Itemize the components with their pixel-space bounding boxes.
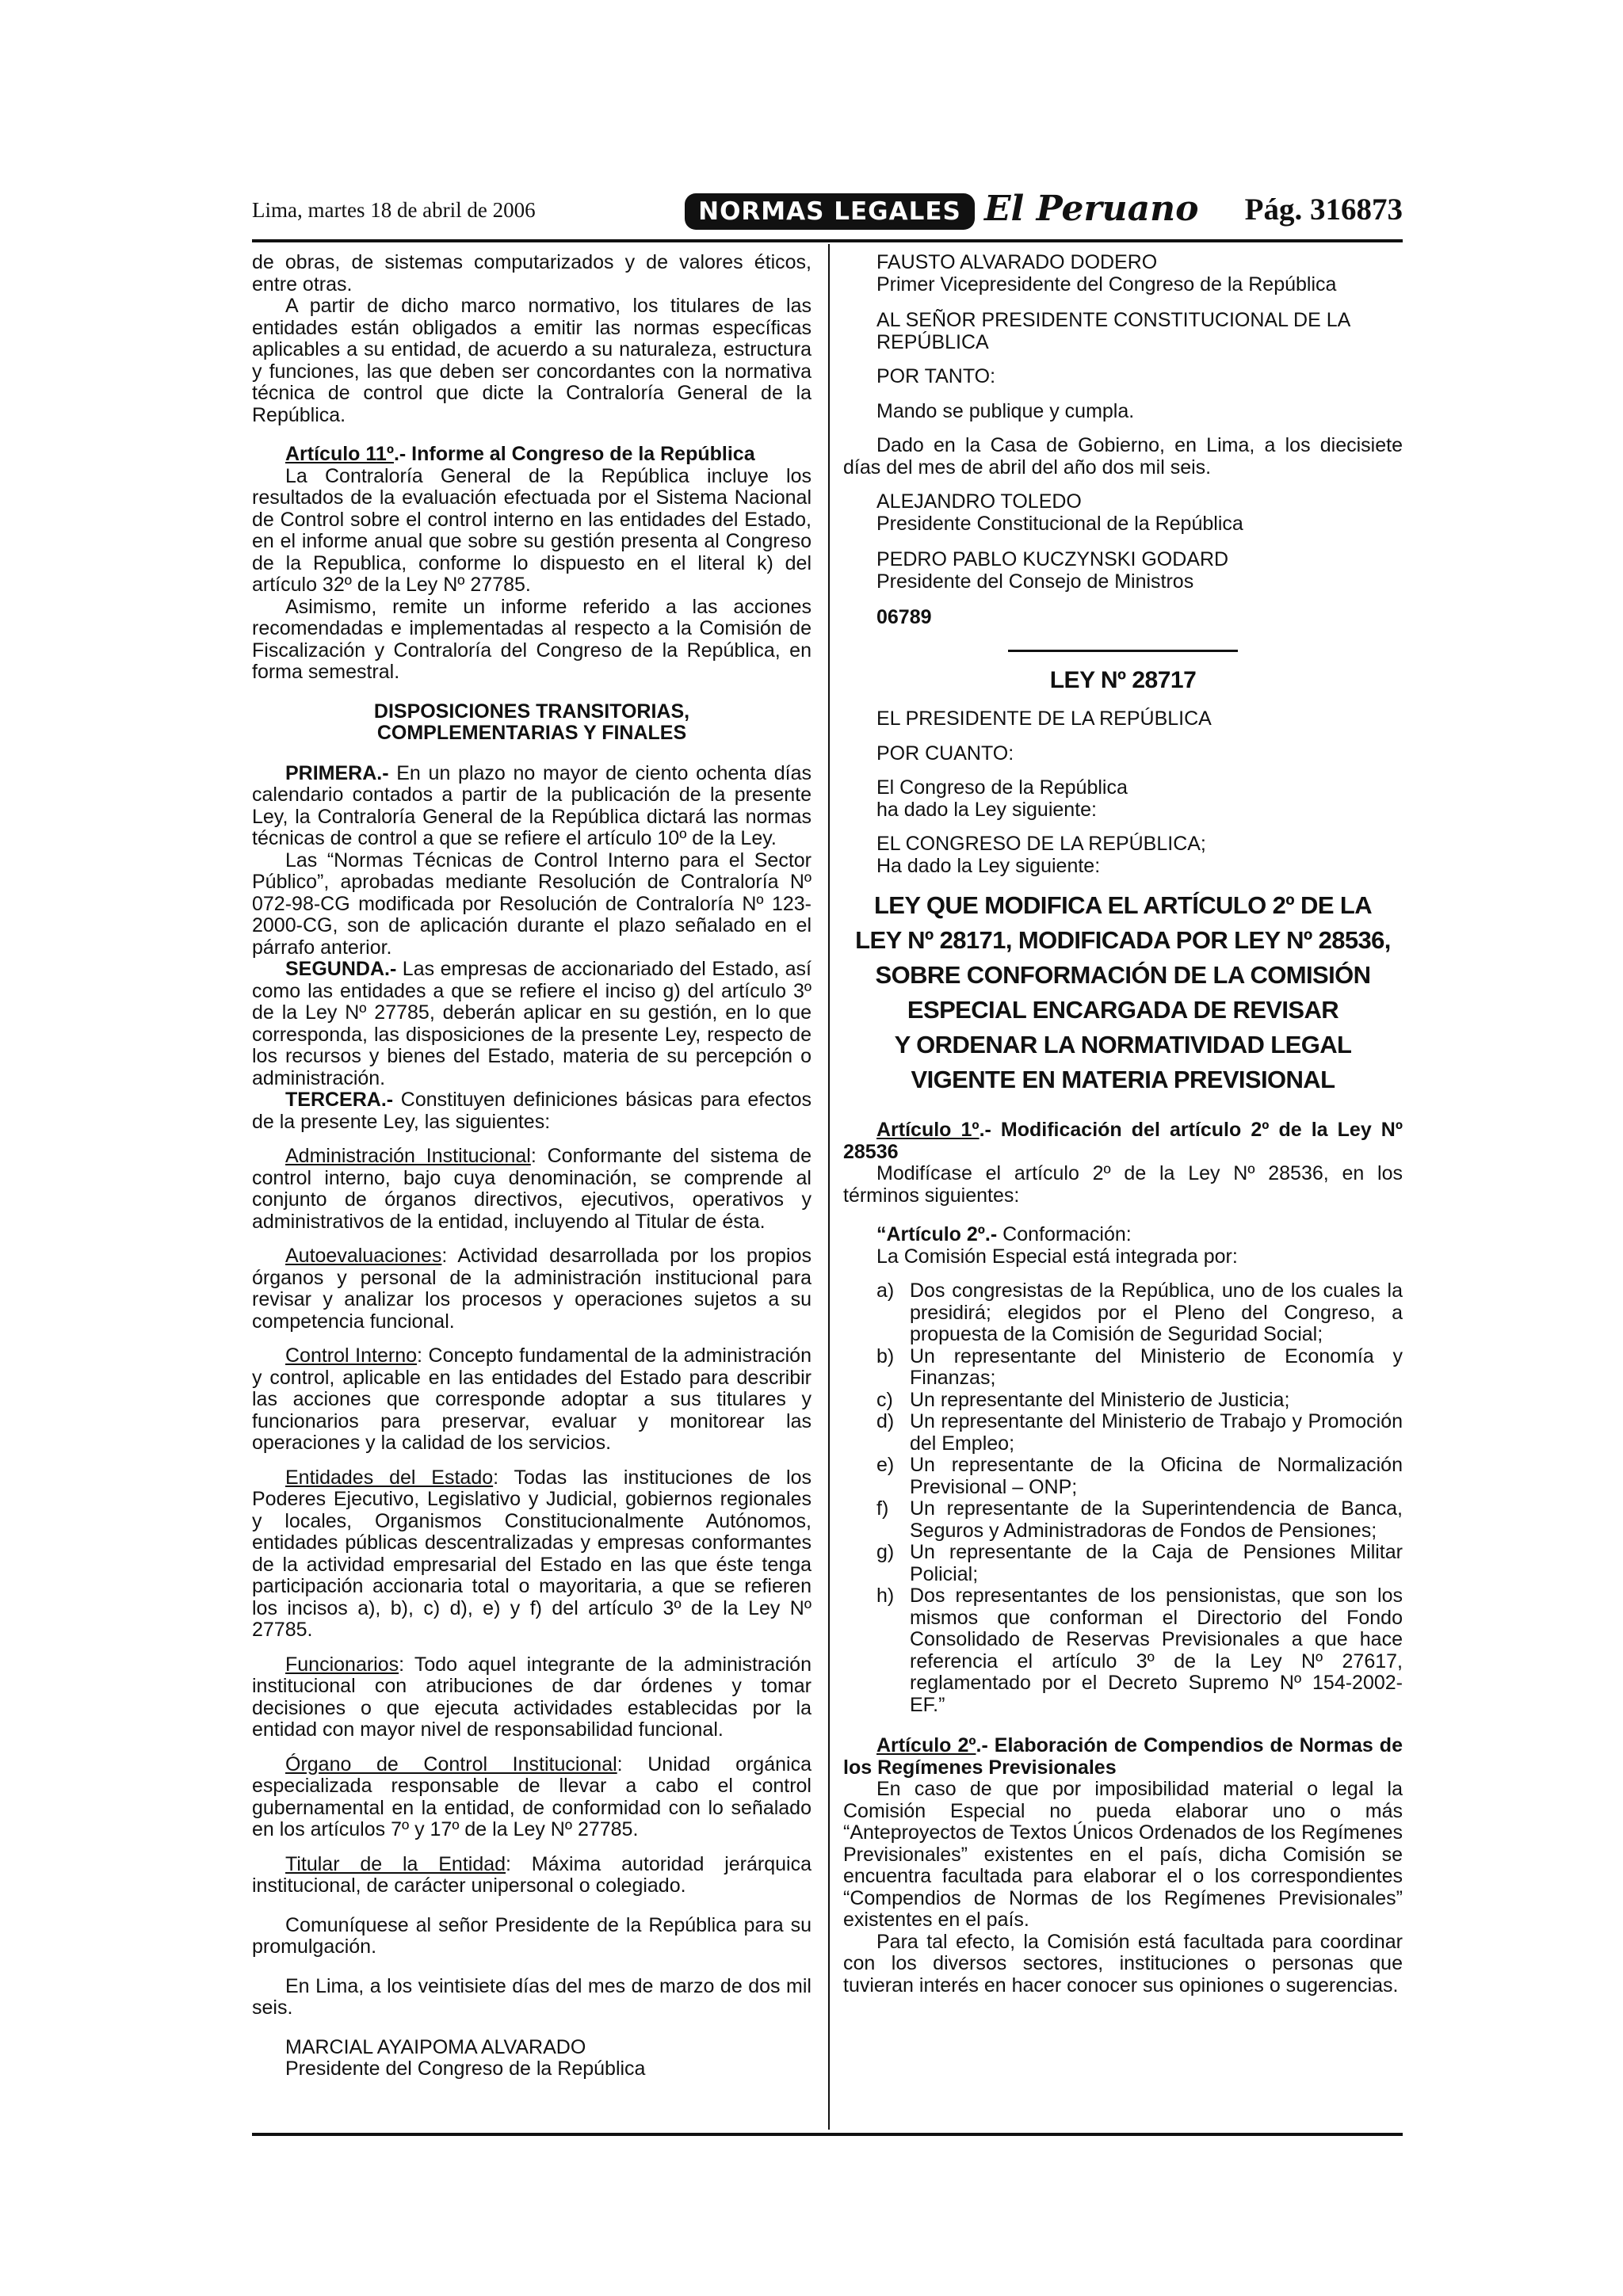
article-11-heading	[252, 444, 812, 466]
publication-code: 06789	[876, 606, 932, 628]
right-column	[843, 252, 1403, 1997]
provision-label: SEGUNDA.-	[285, 958, 397, 980]
header-date: Lima, martes 18 de abril de 2006	[252, 198, 536, 222]
article-label: Artículo 1º	[876, 1119, 980, 1141]
list-item	[843, 1411, 1403, 1455]
list-item	[843, 1498, 1403, 1542]
page-header	[252, 190, 1403, 235]
definition-text: : Conformante del sistema de control interno, bajo cuya denominación, se comprende al conjunto de órganos directivos, ejecutivos, operativos y administrativos de la entidad, incluyendo al Titular de ésta.	[252, 1145, 812, 1233]
definition-term: Autoevaluaciones	[285, 1245, 442, 1267]
definition	[252, 1245, 812, 1333]
column-divider	[828, 244, 830, 2130]
article-title: .- Elaboración de Compendios de Normas de los Regímenes Previsionales	[843, 1734, 1403, 1779]
list-item	[843, 1585, 1403, 1716]
paragraph: Comuníquese al señor Presidente de la República para su promulgación.	[252, 1913, 812, 1958]
list-marker: b)	[876, 1344, 895, 1367]
gazette-page	[252, 0, 1403, 2296]
definition	[252, 1345, 812, 1455]
list-item	[843, 1542, 1403, 1585]
paragraph: En caso de que por imposibilidad material o legal la Comisión Especial no pueda elaborar uno o más “Anteproyectos de Textos Únicos Ordenados de los Regímenes Previsionales” existentes en el país, dicha Comisión se encuentra facultada para elaborar el o los correspondientes “Compendios de Normas de los Regímenes Previsionales” existentes en el país.	[843, 1778, 1403, 1931]
article-title: Conformación:	[997, 1223, 1132, 1245]
definition-term: Funcionarios	[285, 1653, 399, 1676]
paragraph: La Comisión Especial está integrada por:	[876, 1245, 1238, 1268]
article-1-heading	[843, 1119, 1403, 1163]
definition-term: Administración Institucional	[285, 1145, 531, 1167]
law-title-line: SOBRE CONFORMACIÓN DE LA COMISIÓN	[875, 961, 1371, 989]
paragraph: Para tal efecto, la Comisión está facultada para coordinar con los diversos sectores, instituciones o personas que tuvieran interés en hacer conocer sus opiniones o sugerencias.	[843, 1930, 1403, 1997]
text-line: El Congreso de la República	[876, 776, 1128, 799]
paragraph: Las “Normas Técnicas de Control Interno para el Sector Público”, aprobadas mediante Resolución de Contraloría Nº 072-98-CG modificada por Resolución de Contraloría Nº 123-2000-CG, son de aplicación durante el plazo señalado en el párrafo anterior.	[252, 849, 812, 959]
paragraph: Asimismo, remite un informe referido a las acciones recomendadas e implementadas al respecto a la Comisión de Fiscalización y Contraloría del Congreso de la República, en forma semestral.	[252, 595, 812, 683]
paragraph: La Contraloría General de la República incluye los resultados de la evaluación efectuada por el Sistema Nacional de Control sobre el control interno en las entidades del Estado, en el informe anual que sobre su gestión presenta al Congreso de la Republica, conforme lo dispuesto en el literal k) del artículo 32º de la Ley Nº 27785.	[252, 464, 812, 596]
newspaper-logo: El Peruano	[984, 189, 1199, 229]
list-text: Un representante del Ministerio de Justicia;	[910, 1388, 1290, 1411]
definition-term: Control Interno	[285, 1344, 418, 1367]
section-title-line: COMPLEMENTARIAS Y FINALES	[376, 721, 687, 744]
list-text: Un representante de la Oficina de Normalización Previsional – ONP;	[910, 1454, 1403, 1498]
provision-text: En un plazo no mayor de ciento ochenta días calendario contados a partir de la publicación de la presente Ley, la Contraloría General de la República dictará las normas técnicas de control a que se refiere el artículo 10º de la Ley.	[252, 761, 812, 849]
left-column	[252, 252, 812, 2095]
paragraph: En Lima, a los veintisiete días del mes de marzo de dos mil seis.	[252, 1974, 812, 2019]
law-title-line: VIGENTE EN MATERIA PREVISIONAL	[911, 1066, 1335, 1093]
definition	[252, 1754, 812, 1841]
law-title-line: Y ORDENAR LA NORMATIVIDAD LEGAL	[894, 1031, 1352, 1058]
signatory-name: FAUSTO ALVARADO DODERO	[876, 251, 1158, 273]
definition	[252, 1146, 812, 1233]
footer-rule	[252, 2133, 1403, 2136]
list-text: Un representante de la Superintendencia de Banca, Seguros y Administradoras de Fondos de Pensiones;	[910, 1497, 1403, 1542]
paragraph: Mando se publique y cumpla.	[876, 399, 1135, 422]
paragraph: de obras, de sistemas computarizados y de valores éticos, entre otras.	[252, 251, 812, 296]
law-title	[843, 888, 1403, 1097]
list-marker: g)	[876, 1541, 895, 1563]
provision-text: Las empresas de accionariado del Estado, así como las entidades a que se refiere el inciso g) del artículo 3º de la Ley Nº 27785, deberán aplicar en su gestión, en lo que corresponda, las disposiciones de la presente Ley, respecto de los recursos y bienes del Estado, materia de su percepción o administración.	[252, 958, 812, 1089]
text-line: ha dado la Ley siguiente:	[876, 798, 1097, 821]
article-title: .- Modificación del artículo 2º de la Ley Nº 28536	[843, 1119, 1403, 1163]
list-marker: d)	[876, 1410, 895, 1432]
law-title-line: LEY Nº 28171, MODIFICADA POR LEY Nº 28536,	[855, 926, 1391, 954]
list-text: Un representante de la Caja de Pensiones Militar Policial;	[910, 1541, 1403, 1585]
signature-block	[843, 491, 1403, 535]
signature-block	[252, 2037, 812, 2081]
paragraph: EL PRESIDENTE DE LA REPÚBLICA	[876, 707, 1212, 730]
list-item	[843, 1455, 1403, 1498]
paragraph: Dado en la Casa de Gobierno, en Lima, a los diecisiete días del mes de abril del año dos mil seis.	[843, 434, 1403, 479]
signatory-name: MARCIAL AYAIPOMA ALVARADO	[285, 2035, 586, 2058]
definition-text: : Todo aquel integrante de la administración institucional con atribuciones de dar órdenes y tomar decisiones o que ejecuta actividades establecidas por la entidad con mayor nivel de responsabilidad funcional.	[252, 1653, 812, 1741]
law-title-line: LEY QUE MODIFICA EL ARTÍCULO 2º DE LA	[873, 891, 1373, 919]
paragraph	[252, 959, 812, 1089]
definition-text: : Unidad orgánica especializada responsable de llevar a cabo el control gubernamental en la entidad, de conformidad con lo señalado en los artículos 7º y 17º de la Ley Nº 27785.	[252, 1753, 812, 1840]
list-item	[843, 1346, 1403, 1390]
list-marker: c)	[876, 1388, 893, 1411]
section-title-line: DISPOSICIONES TRANSITORIAS,	[373, 700, 690, 723]
list-item	[843, 1280, 1403, 1346]
paragraph: POR TANTO:	[876, 365, 996, 387]
paragraph: AL SEÑOR PRESIDENTE CONSTITUCIONAL DE LA REPÚBLICA	[876, 309, 1350, 353]
definition	[252, 1467, 812, 1642]
article-title: .- Informe al Congreso de la República	[393, 443, 755, 465]
list-marker: a)	[876, 1280, 895, 1302]
list-text: Dos congresistas de la República, uno de los cuales la presidirá; elegidos por el Pleno del Congreso, a propuesta de la Comisión de Seguridad Social;	[910, 1280, 1403, 1345]
signatory-title: Presidente Constitucional de la República	[876, 512, 1243, 535]
paragraph: Modifícase el artículo 2º de la Ley Nº 28536, en los términos siguientes:	[843, 1162, 1403, 1207]
signature-block	[843, 549, 1403, 593]
paragraph: POR CUANTO:	[876, 742, 1014, 765]
header-rule	[252, 239, 1403, 242]
definition	[252, 1654, 812, 1741]
article-label: Artículo 2º	[876, 1734, 976, 1756]
law-number: LEY Nº 28717	[1049, 666, 1197, 693]
quoted-article-heading	[843, 1224, 1403, 1246]
provision-label: PRIMERA.-	[285, 761, 389, 784]
list-text: Un representante del Ministerio de Trabajo y Promoción del Empleo;	[910, 1410, 1403, 1455]
signatory-name: ALEJANDRO TOLEDO	[876, 490, 1082, 513]
definition	[252, 1854, 812, 1897]
paragraph	[252, 763, 812, 850]
list-marker: e)	[876, 1454, 895, 1476]
definition-text: : Máxima autoridad jerárquica institucional, de carácter unipersonal o colegiado.	[252, 1852, 812, 1897]
definition-text: : Concepto fundamental de la administración y control, aplicable en las entidades del Estado para describir las acciones que corresponde adoptar a sus titulares y funcionarios para preservar, evaluar y monitorear las operaciones y la calidad de los servicios.	[252, 1344, 812, 1454]
signatory-name: PEDRO PABLO KUCZYNSKI GODARD	[876, 548, 1229, 570]
signatory-title: Presidente del Congreso de la República	[285, 2058, 646, 2080]
definition-term: Entidades del Estado	[285, 1466, 494, 1489]
definition-term: Titular de la Entidad	[285, 1852, 506, 1875]
definition-text: : Actividad desarrollada por los propios órganos y personal de la administración institucional para revisar y analizar los procesos y operaciones sujetos a su competencia funcional.	[252, 1245, 812, 1333]
provision-text: Constituyen definiciones básicas para efectos de la presente Ley, las siguientes:	[252, 1089, 812, 1133]
commission-members-list	[843, 1280, 1403, 1716]
signature-block	[843, 252, 1403, 296]
page-number: Pág. 316873	[1244, 193, 1403, 227]
definition-text: : Todas las instituciones de los Poderes Ejecutivo, Legislativo y Judicial, gobiernos regionales y locales, Organismos Constitucionalmente Autónomos, entidades públicas descentralizadas y empresas conformantes de la actividad empresarial del Estado en las que éste tenga participación accionaria total o mayoritaria, a que se refieren los incisos a), b), c) d), e) y f) del artículo 3º de la Ley Nº 27785.	[252, 1466, 812, 1641]
law-title-line: ESPECIAL ENCARGADA DE REVISAR	[907, 996, 1339, 1024]
article-label: “Artículo 2º.-	[876, 1223, 998, 1245]
section-title	[252, 701, 812, 744]
list-marker: h)	[876, 1585, 895, 1607]
text-line: Ha dado la Ley siguiente:	[876, 854, 1101, 877]
section-badge: NORMAS LEGALES	[685, 193, 975, 230]
paragraph	[843, 833, 1403, 877]
law-separator	[1008, 650, 1238, 652]
definition-term: Órgano de Control Institucional	[285, 1753, 617, 1775]
article-2-heading	[843, 1735, 1403, 1779]
provision-label: TERCERA.-	[285, 1089, 394, 1111]
list-item	[843, 1390, 1403, 1412]
signatory-title: Primer Vicepresidente del Congreso de la República	[876, 273, 1337, 296]
paragraph: A partir de dicho marco normativo, los titulares de las entidades están obligados a emitir las normas específicas aplicables a su entidad, de acuerdo a su naturaleza, estructura y funciones, las que deben ser concordantes con la normativa técnica de control que dicte la Contraloría General de la República.	[252, 295, 812, 426]
list-marker: f)	[876, 1497, 889, 1520]
list-text: Dos representantes de los pensionistas, que son los mismos que conforman el Directorio del Fondo Consolidado de Reservas Previsionales a que hace referencia el artículo 3º de la Ley Nº 27617, reglamentado por el Decreto Supremo Nº 154-2002-EF.”	[910, 1585, 1403, 1716]
article-label: Artículo 11º	[285, 443, 394, 465]
paragraph	[252, 1089, 812, 1133]
signatory-title: Presidente del Consejo de Ministros	[876, 570, 1194, 593]
list-text: Un representante del Ministerio de Economía y Finanzas;	[910, 1344, 1403, 1389]
text-line: EL CONGRESO DE LA REPÚBLICA;	[876, 833, 1206, 855]
paragraph	[843, 777, 1403, 821]
